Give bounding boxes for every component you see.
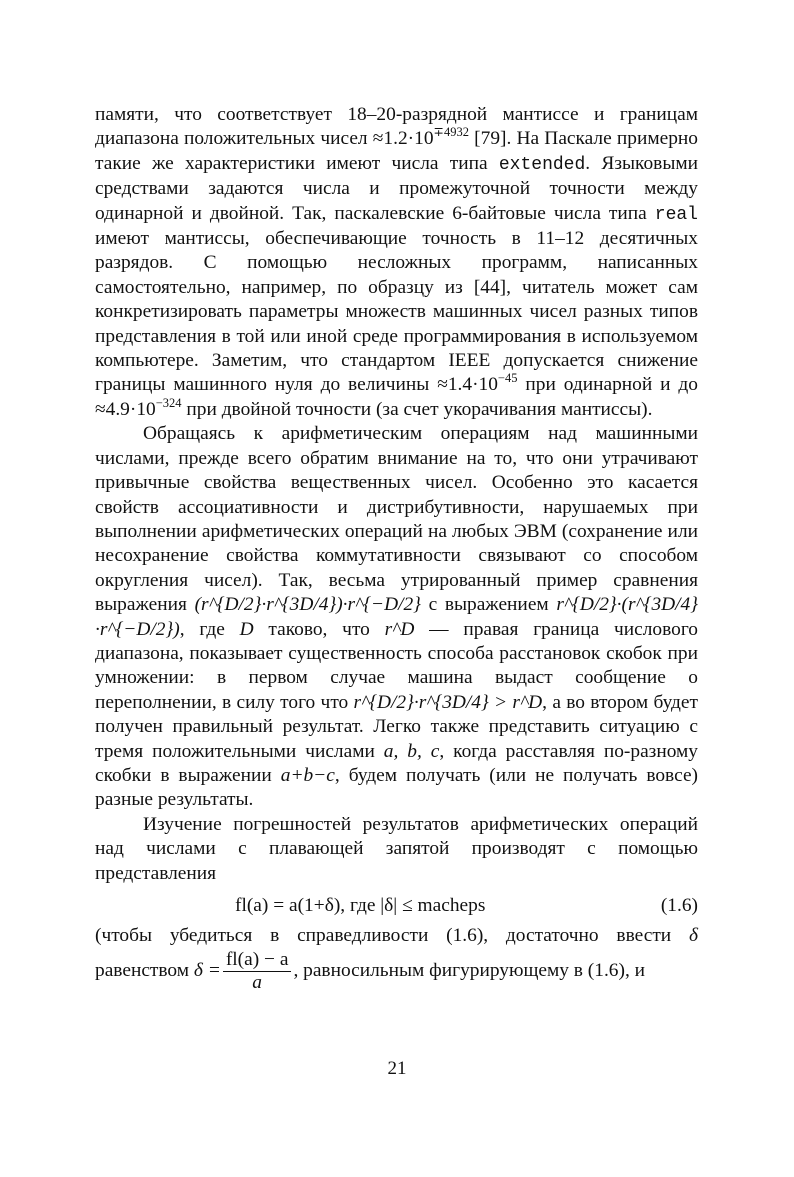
paragraph-3: Изучение погрешностей результатов арифметических операций над числами с плавающей запятой производят с помощью представления [95,813,698,884]
code-term: extended [498,154,586,175]
math-expression: r^{D/2}·r^{3D/4} > r^D [353,691,543,713]
math-expression: r^{D/2}·(r^{3D/4}·r^{−D/2}) [95,594,698,640]
text-run: памяти, что соответствует 18–20-разрядной мантиссе и границам диапазона положительных чисел ≈1.2·10 [95,104,698,150]
page-body [95,103,698,994]
text-run: — правая граница числового диапазона, показывает существенность способа расстановок скобок при умножении: в первом случае машина выдаст сообщение о переполнении, в силу того что [95,618,698,713]
equation-number: (1.6) [660,895,698,916]
math-symbol: D [239,618,254,640]
paragraph-2 [95,422,698,813]
fraction-numerator: fl(a) − a [223,949,292,972]
fraction [223,949,292,994]
exponent: −45 [497,371,518,386]
text-run: при одинарной и до ≈4.9·10 [95,374,698,420]
text-run: . Языковыми средствами задаются числа и промежуточной точности между одинарной и двойной. Так, паскалевские 6-байтовые числа типа [95,152,698,224]
page-number: 21 [387,1058,407,1079]
exponent: ∓4932 [433,125,469,140]
text-run: Обращаясь к арифметическим операциям над машинными числами, прежде всего обратим внимание на то, что они утрачивают привычные свойства вещественных чисел. Особенно это касается свойств ассоциативности и дистрибутивности, нарушаемых при выполнении арифметических операций на любых ЭВМ (сохранение или несохранение свойства коммутативности связывают со способом округления чисел). Так, весьма утрированный пример сравнения выражения [95,423,698,616]
fraction-denominator: a [252,971,262,993]
paragraph-1 [95,103,698,422]
paragraph-4 [95,924,698,993]
math-expression: r^D [384,618,415,640]
math-expression: (r^{D/2}·r^{3D/4})·r^{−D/2} [194,594,421,616]
text-run: , где [179,618,240,640]
math-expression: a+b−c [280,764,335,786]
text-run: с выражением [420,594,557,616]
fraction-lhs: δ = [193,959,221,981]
text-run: (чтобы убедиться в справедливости (1.6), достаточно ввести [95,925,689,947]
text-run: имеют мантиссы, обеспечивающие точность в 11–12 десятичных разрядов. С помощью несложных программ, написанных самостоятельно, например, по образцу из [44], читатель может сам конкретизировать параметры множеств машинных чисел разных типов представления в той или иной среде программирования в используемом компьютере. Заметим, что стандартом IEEE допускается снижение границы машинного нуля до величины ≈1.4·10 [95,228,698,396]
exponent: −324 [155,395,182,410]
text-run: равенством [95,959,194,981]
display-equation [95,894,698,918]
equation-body: fl(a) = a(1+δ), где |δ| ≤ macheps [235,895,486,916]
math-expression: a, b, c [383,740,440,762]
text-run: , когда расставляя по-разному скобки в выражении [95,740,698,786]
text-run: при двойной точности (за счет укорачивания мантиссы). [181,398,653,420]
math-symbol: δ [688,925,698,947]
text-run: , будем получать (или не получать вовсе) разные результаты. [95,764,699,811]
text-run: таково, что [253,618,385,640]
text-run: [79]. На Паскале примерно такие же характеристики имеют числа типа [95,128,698,174]
text-run: , равносильным фигурирующему в (1.6), и [293,959,646,981]
code-term: real [654,204,698,225]
text-run: , а во втором будет получен правильный результат. Легко также представить ситуацию с тремя положительными числами [95,691,699,762]
